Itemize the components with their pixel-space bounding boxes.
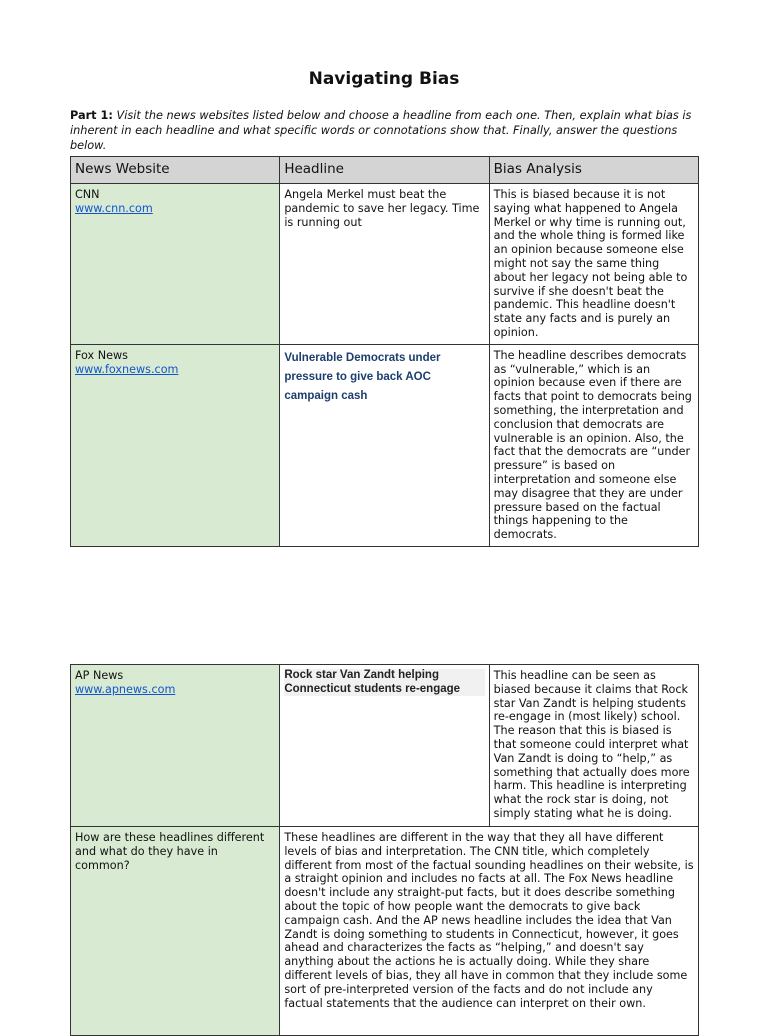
website-link[interactable]: www.cnn.com	[75, 201, 153, 215]
header-news-website: News Website	[71, 157, 280, 184]
part-label: Part 1:	[70, 109, 113, 122]
header-bias-analysis: Bias Analysis	[489, 157, 698, 184]
headline-text: Rock star Van Zandt helping Connecticut students re-engage	[284, 669, 484, 696]
website-name: CNN	[75, 188, 100, 201]
table-row	[71, 184, 699, 345]
headline-cell: Angela Merkel must beat the pandemic to save her legacy. Time is running out	[280, 184, 489, 345]
bias-table-page-2	[70, 664, 699, 1036]
instructions-paragraph	[70, 108, 700, 153]
website-cell	[71, 344, 280, 546]
question-row	[71, 827, 699, 1036]
headline-cell	[280, 665, 489, 827]
headline-cell	[280, 344, 489, 546]
analysis-cell: This headline can be seen as biased because it claims that Rock star Van Zandt is helping students re-engage in (most likely) school. The reason that this is biased is that someone could interpret what Van Zandt is doing to “help,” as something that actually does more harm. This headline is interpreting what the rock star is doing, not simply stating what he is doing.	[489, 665, 698, 827]
table-row	[71, 344, 699, 546]
website-cell	[71, 184, 280, 345]
table-header-row	[71, 157, 699, 184]
analysis-cell: The headline describes democrats as “vulnerable,” which is an opinion because even if there are facts that point to democrats being something, the interpretation and conclusion that democrats are vulnerable is an opinion. Also, the fact that the democrats are “under pressure” is based on interpretation and someone else may disagree that they are under pressure based on the factual things happening to the democrats.	[489, 344, 698, 546]
website-link[interactable]: www.apnews.com	[75, 682, 176, 696]
analysis-cell: This is biased because it is not saying what happened to Angela Merkel or why time is running out, and the whole thing is formed like an opinion because someone else might not say the same thing about her legacy not being able to survive if she doesn't beat the pandemic. This headline doesn't state any facts and is purely an opinion.	[489, 184, 698, 345]
website-cell	[71, 665, 280, 827]
part-instructions: Visit the news websites listed below and choose a headline from each one. Then, explain what bias is inherent in each headline and what specific words or connotations show that. Finally, answer the questions below.	[70, 109, 692, 152]
table-row	[71, 665, 699, 827]
website-name: AP News	[75, 669, 124, 682]
website-name: Fox News	[75, 348, 128, 362]
answer-cell: These headlines are different in the way that they all have different levels of bias and interpretation. The CNN title, which completely different from most of the factual sounding headlines on their website, is a straight opinion and includes no facts at all. The Fox News headline doesn't include any straight-put facts, but it does describe something about the topic of how people want the democrats to give back campaign cash. And the AP news headline includes the idea that Van Zandt is doing something to students in Connecticut, however, it goes ahead and characterizes the facts as “helping,” and doesn't say anything about the actions he is actually doing. While they share different levels of bias, they all have in common that they include some sort of pre-interpreted version of the facts and do not include any factual statements that the audience can interpret on their own.	[280, 827, 699, 1036]
bias-table-page-1	[70, 156, 699, 547]
document-title: Navigating Bias	[308, 69, 460, 89]
website-link[interactable]: www.foxnews.com	[75, 362, 179, 376]
headline-text: Vulnerable Democrats under pressure to give back AOC campaign cash	[284, 351, 441, 402]
header-headline: Headline	[280, 157, 489, 184]
question-cell: How are these headlines different and what do they have in common?	[71, 827, 280, 1036]
